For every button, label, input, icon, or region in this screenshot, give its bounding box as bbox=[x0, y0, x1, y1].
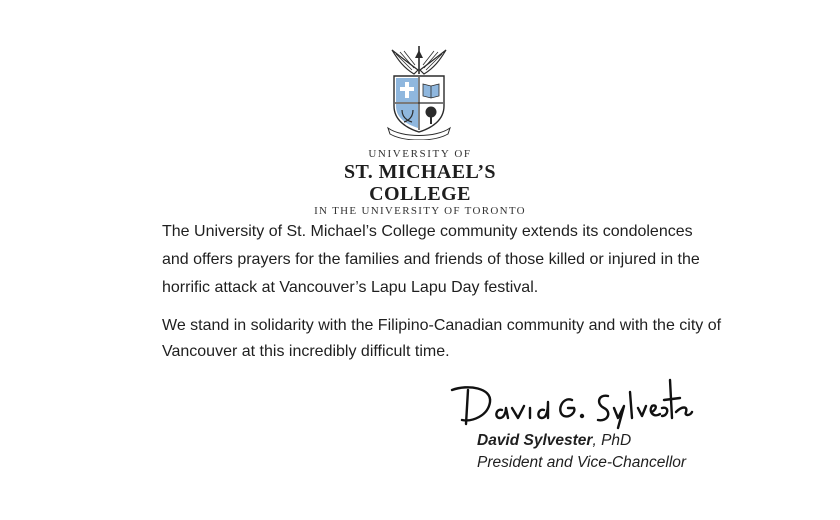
signer-block bbox=[477, 430, 777, 474]
handwritten-signature-icon bbox=[448, 372, 694, 430]
signer-name: David Sylvester bbox=[477, 432, 593, 449]
signer-title: President and Vice-Chancellor bbox=[477, 454, 687, 471]
message-paragraph-1: The University of St. Michael’s College community extends its condolences and offers prayers for the families and friends of those killed or injured in the horrific attack at Vancouver’s Lapu Lapu Day festival. bbox=[162, 223, 700, 296]
message-paragraph-2: We stand in solidarity with the Filipino-Canadian community and with the city of Vancouver at this incredibly difficult time. bbox=[162, 317, 722, 360]
message-body bbox=[162, 218, 722, 376]
wordmark-line-1: UNIVERSITY OF bbox=[368, 148, 472, 160]
university-wordmark bbox=[300, 148, 540, 218]
signer-name-line bbox=[477, 430, 777, 452]
university-crest-icon bbox=[384, 44, 454, 140]
wordmark-line-3: IN THE UNIVERSITY OF TORONTO bbox=[314, 205, 526, 217]
wordmark-line-2: ST. MICHAEL’S COLLEGE bbox=[344, 161, 496, 205]
signer-credential: , PhD bbox=[592, 432, 632, 449]
